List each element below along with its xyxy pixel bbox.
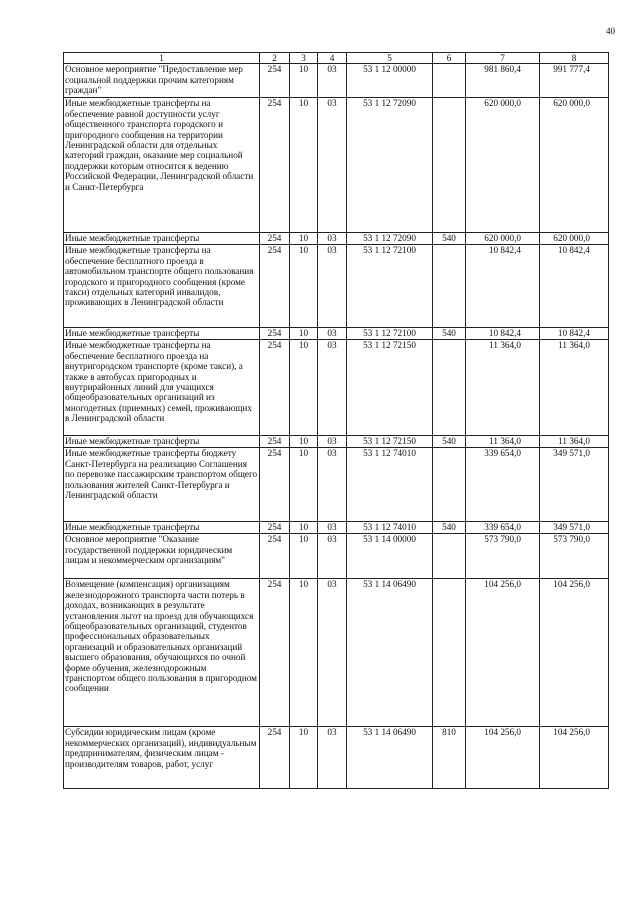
row-amount-year1: 10 842,4 bbox=[466, 245, 540, 328]
row-expense-type bbox=[433, 534, 466, 579]
row-admin-code: 254 bbox=[260, 245, 290, 328]
row-expense-type: 540 bbox=[433, 436, 466, 448]
row-amount-year2: 104 256,0 bbox=[540, 727, 609, 789]
row-subsection: 03 bbox=[318, 448, 347, 522]
row-amount-year1: 573 790,0 bbox=[466, 534, 540, 579]
column-header: 6 bbox=[433, 53, 466, 64]
row-target-code: 53 1 12 72090 bbox=[347, 233, 433, 245]
column-header: 8 bbox=[540, 53, 609, 64]
row-name: Иные межбюджетные трансферты bbox=[64, 328, 260, 340]
table-row bbox=[64, 328, 609, 340]
row-name: Иные межбюджетные трансферты на обеспечение бесплатного проезда на внутригородском транспорте (кроме такси), а также в автобусах пригородных и внутрирайонных линий для учащихся общеобразовательных организаций из многодетных (приемных) семей, проживающих в Ленинградской области bbox=[64, 340, 260, 436]
column-header: 5 bbox=[347, 53, 433, 64]
row-admin-code: 254 bbox=[260, 522, 290, 534]
row-amount-year1: 339 654,0 bbox=[466, 448, 540, 522]
row-section: 10 bbox=[290, 436, 318, 448]
table-row bbox=[64, 340, 609, 436]
row-name: Иные межбюджетные трансферты bbox=[64, 522, 260, 534]
row-amount-year1: 104 256,0 bbox=[466, 727, 540, 789]
row-subsection: 03 bbox=[318, 522, 347, 534]
row-section: 10 bbox=[290, 245, 318, 328]
table-row bbox=[64, 534, 609, 579]
row-section: 10 bbox=[290, 522, 318, 534]
row-subsection: 03 bbox=[318, 233, 347, 245]
row-admin-code: 254 bbox=[260, 727, 290, 789]
row-amount-year1: 11 364,0 bbox=[466, 340, 540, 436]
row-section: 10 bbox=[290, 64, 318, 98]
row-amount-year2: 620 000,0 bbox=[540, 233, 609, 245]
row-admin-code: 254 bbox=[260, 328, 290, 340]
row-subsection: 03 bbox=[318, 328, 347, 340]
row-expense-type bbox=[433, 448, 466, 522]
table-row bbox=[64, 522, 609, 534]
row-section: 10 bbox=[290, 534, 318, 579]
row-target-code: 53 1 12 72150 bbox=[347, 436, 433, 448]
row-expense-type bbox=[433, 64, 466, 98]
row-admin-code: 254 bbox=[260, 64, 290, 98]
row-amount-year2: 573 790,0 bbox=[540, 534, 609, 579]
table-row bbox=[64, 245, 609, 328]
row-name: Иные межбюджетные трансферты на обеспечение равной доступности услуг общественного транспорта городского и пригородного сообщения на территории Ленинградской области для отдельных категорий граждан, оказание мер социальной поддержки которым относится к ведению Российской Федерации, Ленинградской области и Санкт-Петербурга bbox=[64, 98, 260, 233]
row-amount-year2: 349 571,0 bbox=[540, 522, 609, 534]
row-target-code: 53 1 14 06490 bbox=[347, 579, 433, 727]
row-section: 10 bbox=[290, 727, 318, 789]
row-admin-code: 254 bbox=[260, 340, 290, 436]
row-amount-year2: 11 364,0 bbox=[540, 436, 609, 448]
row-section: 10 bbox=[290, 328, 318, 340]
row-amount-year2: 620 000,0 bbox=[540, 98, 609, 233]
row-section: 10 bbox=[290, 233, 318, 245]
row-target-code: 53 1 12 72100 bbox=[347, 328, 433, 340]
row-amount-year1: 10 842,4 bbox=[466, 328, 540, 340]
row-admin-code: 254 bbox=[260, 448, 290, 522]
row-section: 10 bbox=[290, 448, 318, 522]
row-admin-code: 254 bbox=[260, 98, 290, 233]
row-amount-year2: 104 256,0 bbox=[540, 579, 609, 727]
row-subsection: 03 bbox=[318, 534, 347, 579]
row-target-code: 53 1 12 72090 bbox=[347, 98, 433, 233]
table-row bbox=[64, 233, 609, 245]
row-target-code: 53 1 12 00000 bbox=[347, 64, 433, 98]
row-section: 10 bbox=[290, 579, 318, 727]
row-target-code: 53 1 12 72100 bbox=[347, 245, 433, 328]
row-amount-year1: 339 654,0 bbox=[466, 522, 540, 534]
column-header: 3 bbox=[290, 53, 318, 64]
row-target-code: 53 1 12 74010 bbox=[347, 448, 433, 522]
row-amount-year1: 981 860,4 bbox=[466, 64, 540, 98]
table-row bbox=[64, 64, 609, 98]
table-row bbox=[64, 98, 609, 233]
table-row bbox=[64, 727, 609, 789]
row-expense-type bbox=[433, 340, 466, 436]
row-amount-year2: 991 777,4 bbox=[540, 64, 609, 98]
row-section: 10 bbox=[290, 340, 318, 436]
header-row bbox=[64, 53, 609, 64]
row-amount-year1: 620 000,0 bbox=[466, 233, 540, 245]
row-target-code: 53 1 14 00000 bbox=[347, 534, 433, 579]
row-name: Иные межбюджетные трансферты bbox=[64, 436, 260, 448]
row-admin-code: 254 bbox=[260, 534, 290, 579]
row-name: Иные межбюджетные трансферты на обеспечение бесплатного проезда в автомобильном транспорте общего пользования городского и пригородного сообщения (кроме такси) отдельных категорий инвалидов, проживающих в Ленинградской области bbox=[64, 245, 260, 328]
row-amount-year2: 349 571,0 bbox=[540, 448, 609, 522]
row-expense-type: 540 bbox=[433, 233, 466, 245]
page-number: 40 bbox=[606, 26, 615, 36]
row-name: Субсидии юридическим лицам (кроме некоммерческих организаций), индивидуальным предпринимателям, физическим лицам - производителям товаров, работ, услуг bbox=[64, 727, 260, 789]
row-subsection: 03 bbox=[318, 579, 347, 727]
row-name: Основное мероприятие "Оказание государственной поддержки юридическим лицам и некоммерческим организациям" bbox=[64, 534, 260, 579]
row-target-code: 53 1 12 72150 bbox=[347, 340, 433, 436]
row-subsection: 03 bbox=[318, 98, 347, 233]
budget-table bbox=[63, 52, 609, 789]
row-target-code: 53 1 12 74010 bbox=[347, 522, 433, 534]
row-expense-type bbox=[433, 245, 466, 328]
table-row bbox=[64, 436, 609, 448]
row-expense-type: 810 bbox=[433, 727, 466, 789]
row-subsection: 03 bbox=[318, 340, 347, 436]
row-target-code: 53 1 14 06490 bbox=[347, 727, 433, 789]
row-subsection: 03 bbox=[318, 245, 347, 328]
row-admin-code: 254 bbox=[260, 233, 290, 245]
column-header: 4 bbox=[318, 53, 347, 64]
row-expense-type: 540 bbox=[433, 328, 466, 340]
row-amount-year2: 11 364,0 bbox=[540, 340, 609, 436]
row-expense-type bbox=[433, 579, 466, 727]
row-amount-year1: 11 364,0 bbox=[466, 436, 540, 448]
column-header: 7 bbox=[466, 53, 540, 64]
row-name: Возмещение (компенсация) организациям железнодорожного транспорта части потерь в доходах, возникающих в результате установления льгот на проезд для обучающихся общеобразовательных организаций, студентов профессиональных образовательных организаций и образовательных организаций высшего образования, обучающихся по очной форме обучения, железнодорожным транспортом общего пользования в пригородном сообщении bbox=[64, 579, 260, 727]
row-amount-year2: 10 842,4 bbox=[540, 328, 609, 340]
row-name: Основное мероприятие "Предоставление мер социальной поддержки прочим категориям граждан" bbox=[64, 64, 260, 98]
row-expense-type: 540 bbox=[433, 522, 466, 534]
row-name: Иные межбюджетные трансферты бюджету Санкт-Петербурга на реализацию Соглашения по перевозке пассажирским транспортом общего пользования жителей Санкт-Петербурга и Ленинградской области bbox=[64, 448, 260, 522]
row-subsection: 03 bbox=[318, 436, 347, 448]
column-header: 2 bbox=[260, 53, 290, 64]
row-subsection: 03 bbox=[318, 64, 347, 98]
column-header: 1 bbox=[64, 53, 260, 64]
row-subsection: 03 bbox=[318, 727, 347, 789]
table-row bbox=[64, 448, 609, 522]
row-amount-year1: 620 000,0 bbox=[466, 98, 540, 233]
table-row bbox=[64, 579, 609, 727]
row-admin-code: 254 bbox=[260, 436, 290, 448]
row-name: Иные межбюджетные трансферты bbox=[64, 233, 260, 245]
row-section: 10 bbox=[290, 98, 318, 233]
row-amount-year2: 10 842,4 bbox=[540, 245, 609, 328]
row-admin-code: 254 bbox=[260, 579, 290, 727]
row-expense-type bbox=[433, 98, 466, 233]
row-amount-year1: 104 256,0 bbox=[466, 579, 540, 727]
